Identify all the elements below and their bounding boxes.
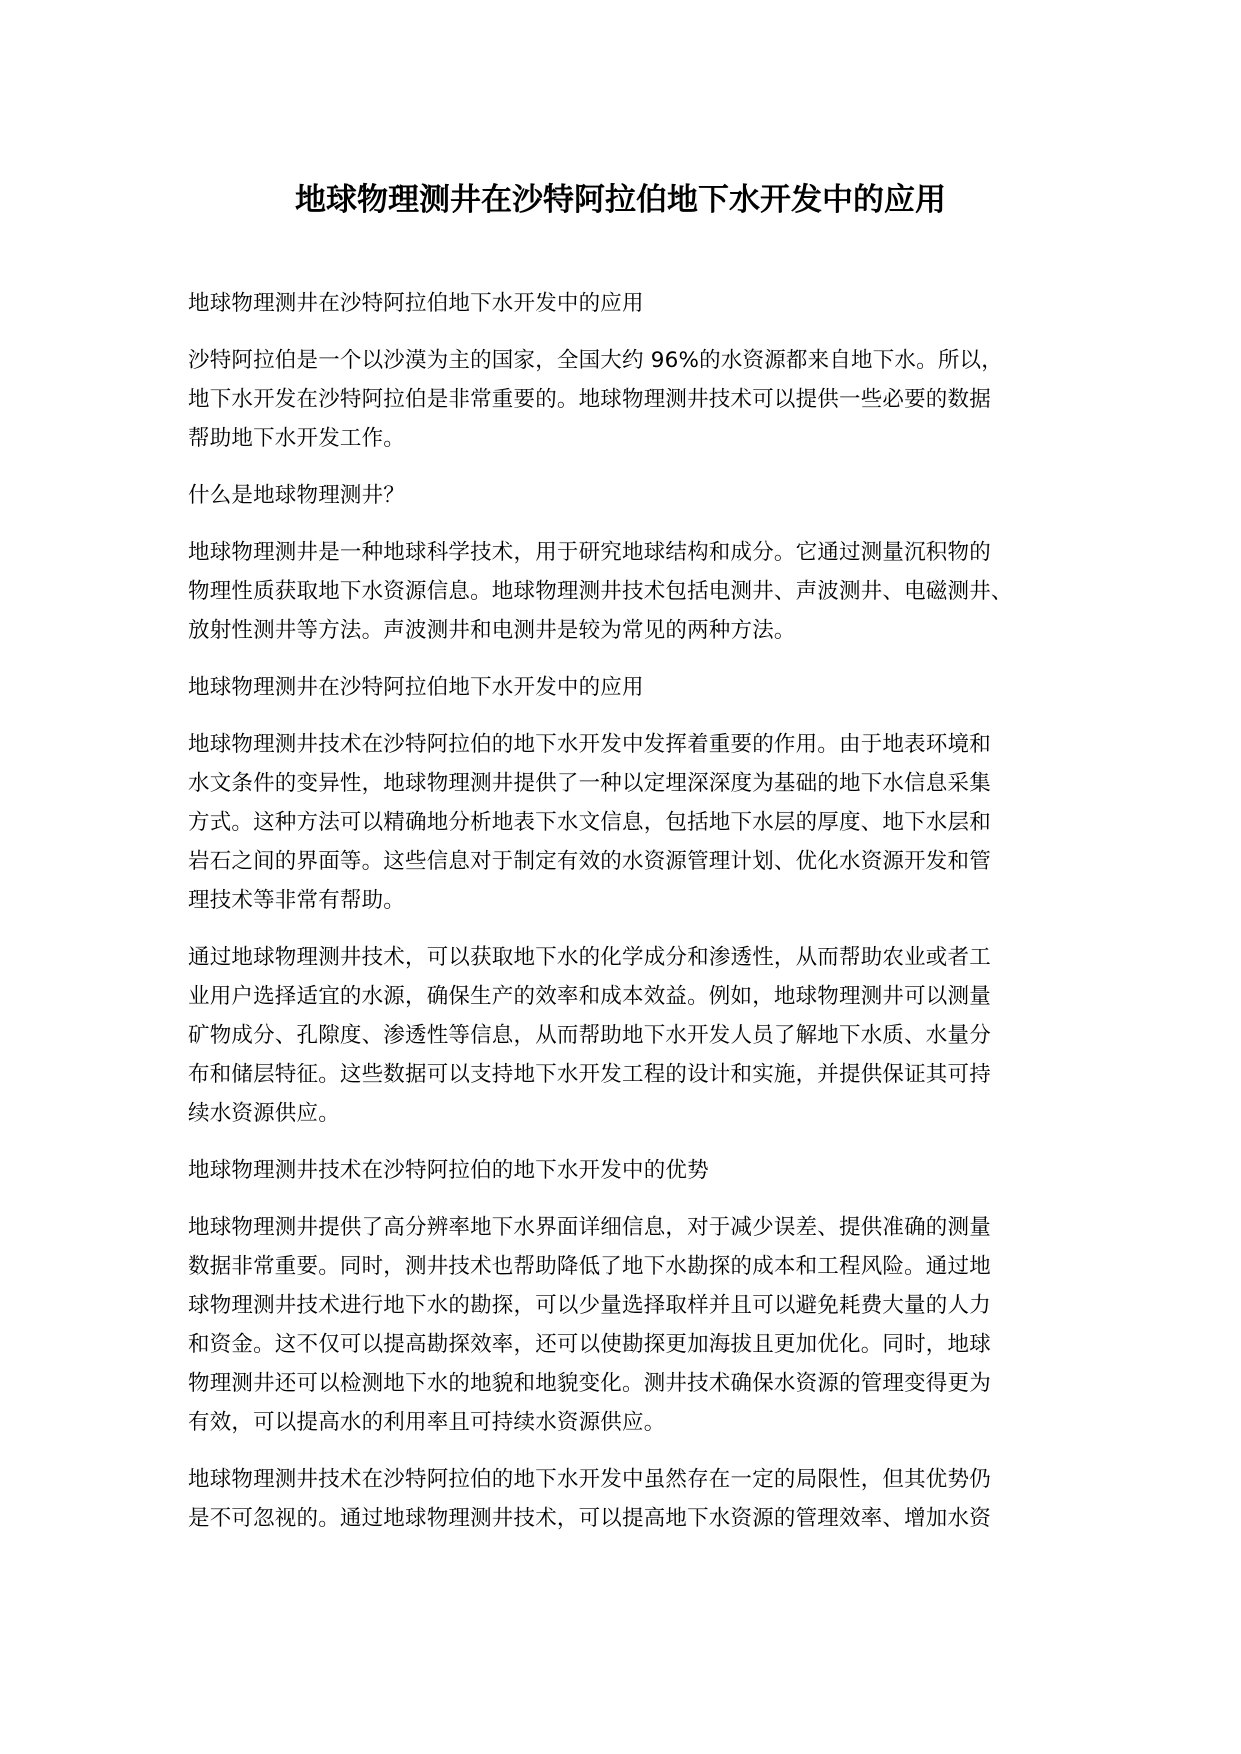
text-line: 地球物理测井技术在沙特阿拉伯的地下水开发中虽然存在一定的局限性，但其优势仍 bbox=[188, 1467, 991, 1492]
paragraph bbox=[188, 341, 1068, 458]
text-line: 岩石之间的界面等。这些信息对于制定有效的水资源管理计划、优化水资源开发和管 bbox=[188, 849, 991, 874]
text-line: 帮助地下水开发工作。 bbox=[188, 426, 406, 451]
document-title: 地球物理测井在沙特阿拉伯地下水开发中的应用 bbox=[295, 182, 946, 218]
text-line: 地球物理测井在沙特阿拉伯地下水开发中的应用 bbox=[188, 675, 644, 700]
text-line: 理技术等非常有帮助。 bbox=[188, 888, 406, 913]
text-line: 布和储层特征。这些数据可以支持地下水开发工程的设计和实施，并提供保证其可持 bbox=[188, 1062, 991, 1087]
text-line: 物理性质获取地下水资源信息。地球物理测井技术包括电测井、声波测井、电磁测井、 bbox=[188, 579, 1013, 604]
text-line: 地球物理测井是一种地球科学技术，用于研究地球结构和成分。它通过测量沉积物的 bbox=[188, 540, 991, 565]
text-line: 地球物理测井提供了高分辨率地下水界面详细信息，对于减少误差、提供准确的测量 bbox=[188, 1215, 991, 1240]
text-line: 地球物理测井技术在沙特阿拉伯的地下水开发中的优势 bbox=[188, 1158, 709, 1183]
text-line: 和资金。这不仅可以提高勘探效率，还可以使勘探更加海拔且更加优化。同时，地球 bbox=[188, 1332, 991, 1357]
text-line: 是不可忽视的。通过地球物理测井技术，可以提高地下水资源的管理效率、增加水资 bbox=[188, 1506, 991, 1531]
text-line: 地球物理测井在沙特阿拉伯地下水开发中的应用 bbox=[188, 291, 644, 316]
text-line: 什么是地球物理测井？ bbox=[188, 483, 406, 508]
document-body bbox=[188, 284, 1068, 1556]
text-line: 地球物理测井技术在沙特阿拉伯的地下水开发中发挥着重要的作用。由于地表环境和 bbox=[188, 732, 991, 757]
text-line: 放射性测井等方法。声波测井和电测井是较为常见的两种方法。 bbox=[188, 618, 796, 643]
text-line: 有效，可以提高水的利用率且可持续水资源供应。 bbox=[188, 1410, 666, 1435]
section-heading bbox=[188, 476, 1068, 515]
text-line: 物理测井还可以检测地下水的地貌和地貌变化。测井技术确保水资源的管理变得更为 bbox=[188, 1371, 991, 1396]
paragraph bbox=[188, 725, 1068, 920]
text-line: 沙特阿拉伯是一个以沙漠为主的国家，全国大约 96%的水资源都来自地下水。所以， bbox=[188, 348, 1003, 373]
text-line: 矿物成分、孔隙度、渗透性等信息，从而帮助地下水开发人员了解地下水质、水量分 bbox=[188, 1023, 991, 1048]
section-heading bbox=[188, 668, 1068, 707]
paragraph bbox=[188, 533, 1068, 650]
text-line: 地下水开发在沙特阿拉伯是非常重要的。地球物理测井技术可以提供一些必要的数据 bbox=[188, 387, 991, 412]
section-heading bbox=[188, 1151, 1068, 1190]
paragraph bbox=[188, 938, 1068, 1133]
text-line: 数据非常重要。同时，测井技术也帮助降低了地下水勘探的成本和工程风险。通过地 bbox=[188, 1254, 991, 1279]
section-heading bbox=[188, 284, 1068, 323]
paragraph bbox=[188, 1460, 1068, 1538]
text-line: 业用户选择适宜的水源，确保生产的效率和成本效益。例如，地球物理测井可以测量 bbox=[188, 984, 991, 1009]
text-line: 通过地球物理测井技术，可以获取地下水的化学成分和渗透性，从而帮助农业或者工 bbox=[188, 945, 991, 970]
text-line: 方式。这种方法可以精确地分析地表下水文信息，包括地下水层的厚度、地下水层和 bbox=[188, 810, 991, 835]
text-line: 水文条件的变异性，地球物理测井提供了一种以定埋深深度为基础的地下水信息采集 bbox=[188, 771, 991, 796]
paragraph bbox=[188, 1208, 1068, 1442]
text-line: 续水资源供应。 bbox=[188, 1101, 340, 1126]
text-line: 球物理测井技术进行地下水的勘探，可以少量选择取样并且可以避免耗费大量的人力 bbox=[188, 1293, 991, 1318]
